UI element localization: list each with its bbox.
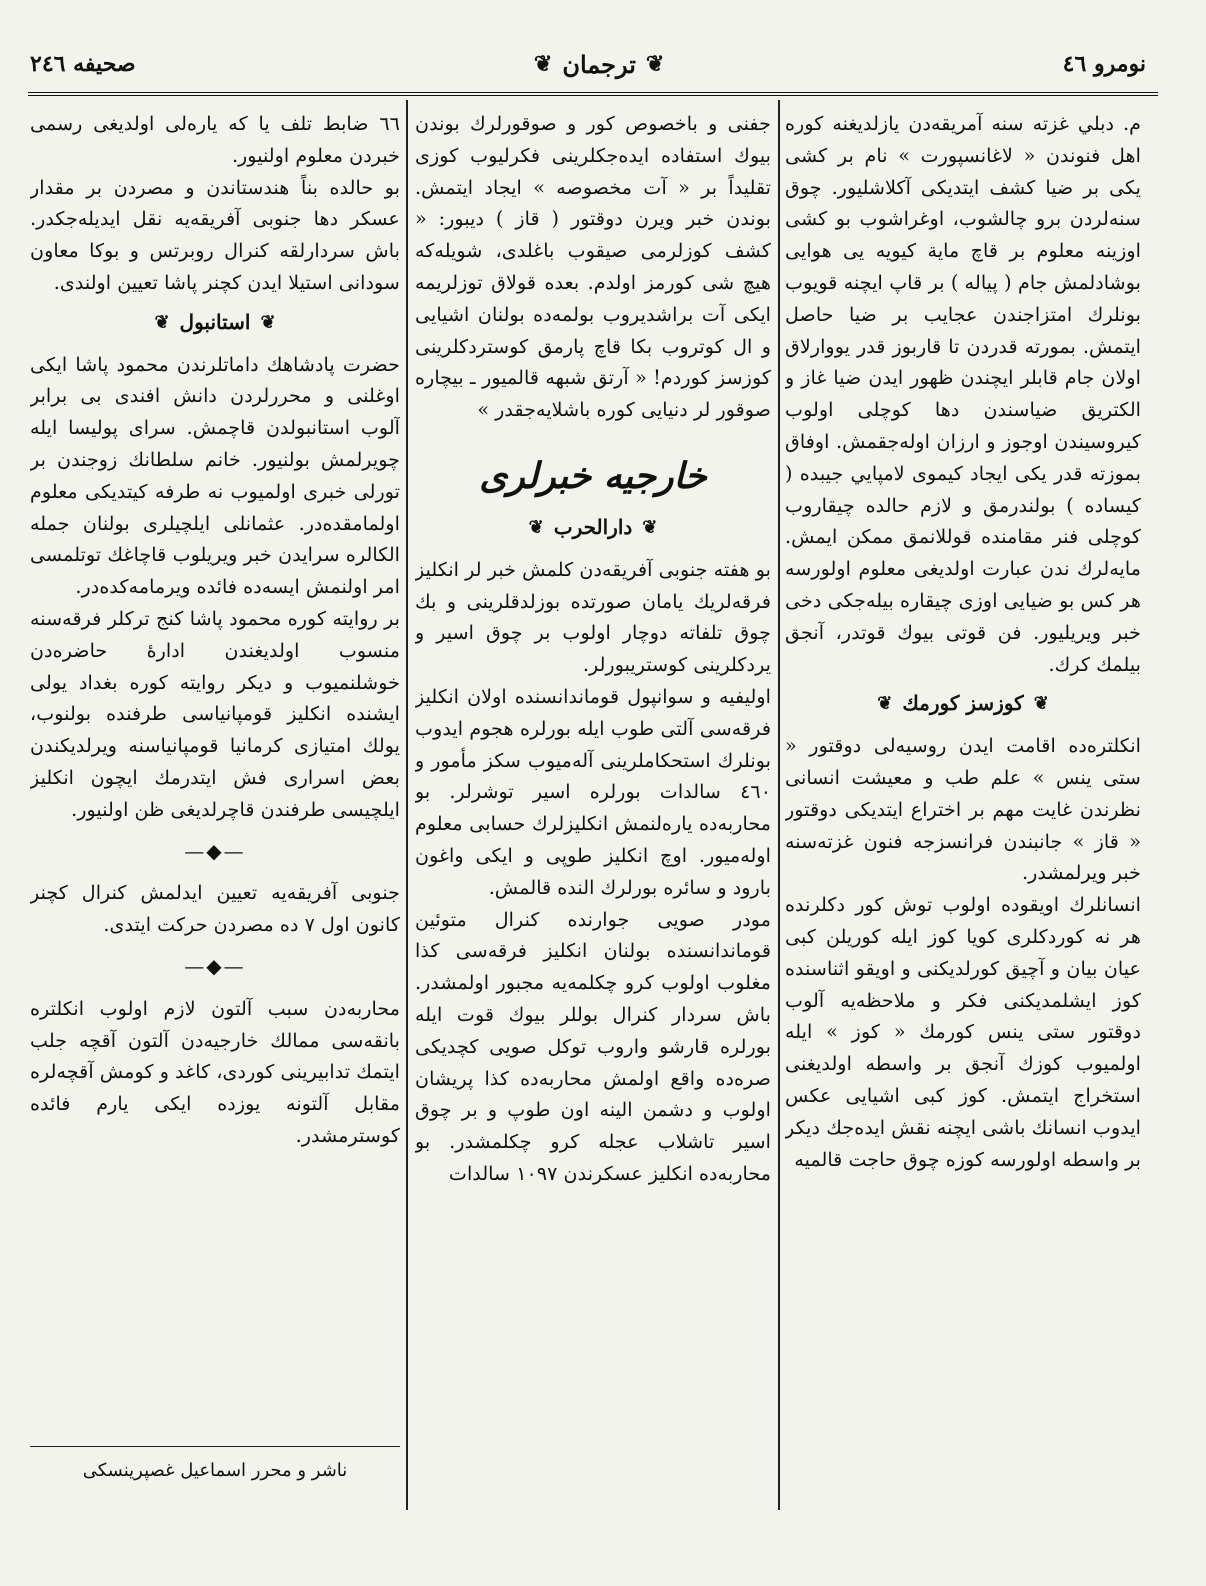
- section-heading: [415, 512, 771, 544]
- article-paragraph: جنوبى آفريقه‌يه تعيين ايدلمش كنرال كچنر كانون اول ٧ ده مصردن حركت ايتدى.: [30, 881, 400, 937]
- article-paragraph: م. دبلي غزته سنه آمريقه‌دن يازلديغنه كوره اهل فنوندن « لاغانسپورت » نام بر كشى يكى بر ضيا كشف ايتديكى آكلاشليور. چوق سنه‌لردن برو چالشوب، اوغراشوب بو كشى اوزينه معلوم بر قاچ ماية كيويه يى هوايى بوشادلمش جام ( پياله ) بر قاپ ايچنه قويوب بونلرك امتزاجندن عجايب بر ضيا حاصل ايتمش. بمورته قدردن تا قاربوز قدر يووارلاق اولان جام قابلر ايچندن ظهور ايدن ضيا غاز و الكتريق ضياسندن دها كوچلى اولوب كيروسيندن اوجوز و ارزان اوله‌جقمش. اوفاق بموزته قدر يكى ايجاد كيموى لامپايي جيبده ( كيساده ) بولندرمق و لازم حالده چيقاروب كوچلى فنر مقامنده قوللانمق ممكن ايمش. مايه‌لرك ندن عبارت اولديغى معلوم اولورسه هر كس بو ضيايى اوزى چيقاره بيله‌جكى دخى خبر ويريليور. فن قوتى بيوك قوتدر، آنجق بيلمك كرك.: [785, 112, 1141, 676]
- column-divider: [406, 100, 408, 1510]
- ornament-icon: ❦: [645, 51, 665, 77]
- ornament-icon: ❦: [260, 311, 276, 333]
- section-heading: [30, 307, 400, 339]
- newspaper-title: ترجمان: [562, 49, 636, 79]
- article-paragraph: جفنى و باخصوص كور و صوقورلرك بوندن بيوك استفاده ايده‌جكلرينى فكرليوب كوزى تقليداً بر « آت مخصوصه » ايجاد ايتمش. بوندن خبر ويرن دوقتور ( قاز ) ديبور: « كشف كوزلرمى صيقوب باغلدى، شويله‌كه هيچ شى كورمز اولدم. بعده قولاق توزلريمه ايكى آت براشديروب بولمه‌ده بولنان اشيايى و ال كوتروب بكا قاچ پارمق كوستردكلرينى كوزسز كوردم! « آرتق شبهه قالميور ـ بيچاره صوقور لر دنيايى كوره باشلايه‌جقدر »: [415, 112, 771, 422]
- article-paragraph: بو هفته جنوبى آفريقه‌دن كلمش خبر لر انكليز فرقه‌لريك يامان صورتده بوزلدقلرينى و بك چوق تلفاته دوچار اولوب بر چوق اسير و يردكلرينى كوستريبورلر.: [415, 557, 771, 677]
- article-paragraph: ٦٦ ضابط تلف يا كه ياره‌لى اولديغى رسمى خبردن معلوم اولنيور.: [30, 112, 400, 167]
- article-paragraph: مودر صويى جوارنده كنرال متوئين قوماندانسنده بولنان انكليز فرقه‌سى كذا مغلوب اولوب كرو چكلمه‌يه مجبور اولمشدر. باش سردار كنرال بوللر بيوك قوت ايله بورلره قارشو واروب توكل صويى كچديكى صره‌ده واقع اولمش محاربه‌ده كذا پريشان اولوب و دشمن الينه اون طوپ و بر چوق اسير تاشلاب عجله كرو چكلمشدر. بو محاربه‌ده انكليز عسكرندن ١٠٩٧ سالدات: [415, 907, 771, 1185]
- article-paragraph: انسانلرك اويقوده اولوب توش كور دكلرنده هر نه كوردكلرى كويا كوز ايله كوريلن كبى عيان بيان و آچيق كورلديكنى و اويقو اثناسنده كوز ايشلمديكنى فكر و ملاحظه‌يه آلوب دوقتور ستى ينس كورمك « كوز » ايله اولميوب كوزك آنجق بر واسطه اولديغنى استخراج ايتمش. كوز كبى اشيايى عكس ايدوب انسانك باشى ايچنه نقش ايده‌جك ديكر بر واسطه اولورسه كوزه چوق حاجت قالميه: [785, 893, 1141, 1171]
- ornament-icon: ❦: [877, 693, 893, 715]
- ornament-icon: ❦: [154, 311, 170, 333]
- left-column: [30, 108, 400, 1548]
- publisher-footer: [30, 1446, 400, 1487]
- ornament-icon: ❦: [642, 516, 658, 538]
- right-column: [785, 108, 1141, 1548]
- ornament-icon: ❦: [528, 516, 544, 538]
- section-title: دارالحرب: [553, 514, 633, 539]
- section-heading: [785, 688, 1141, 720]
- issue-label: نومرو ٤٦: [1062, 51, 1146, 77]
- publisher-line: ناشر و محرر اسماعيل غصپرينسكى: [82, 1460, 348, 1481]
- section-title: كوزسز كورمك: [902, 691, 1024, 716]
- separator: —◆—: [184, 953, 246, 978]
- article-paragraph: اوليفيه و سوانپول قوماندانسنده اولان انكليز فرقه‌سى آلتى طوب ايله بورلره هجوم ايدوب بونلرك استحكاملرينى آله‌ميوب سكز مأمور و ٤٦٠ سالدات بورلره اسير توشرلر. بو محاربه‌ده يارەلنمش انكليزلرك حسابى معلوم اوله‌ميور. اوچ انكليز طوپى و ايكى واغون بارود و سائره بورلرك النده قالمش.: [415, 684, 771, 899]
- masthead-title-group: [534, 50, 664, 79]
- middle-column: [415, 108, 771, 1548]
- article-paragraph: بر روايته كوره محمود پاشا كنج تركلر فرقه‌سنه منسوب اولديغندن ادارۀ حاضره‌دن خوشلنميوب و ديكر روايته كوره بغداد يولى ايشنده انكليز قومپانياسى طرفنده بولنوب، يولك امتيازى كرمانيا قومپانياسنه ويرلديكندن بعض اسرارى فش ايتدرمك ايچون انكليز ايلچيسى طرفندن قاچرلديغى ظن اولنيور.: [30, 606, 400, 821]
- ornament-icon: ❦: [533, 51, 553, 77]
- column-divider: [778, 100, 780, 1510]
- masthead: [30, 40, 1146, 88]
- page-label: صحيفه ٢٤٦: [30, 51, 136, 77]
- foreign-news-heading: خارجيه خبرلرى: [479, 454, 707, 497]
- ornament-icon: ❦: [1033, 693, 1049, 715]
- article-paragraph: انكلتره‌ده اقامت ايدن روسيه‌لى دوقتور « ستى ينس » علم طب و معيشت انسانى نظرندن غايت مهم بر اختراع ايتديكى دوقتور « قاز » جانبندن فرانسزجه فنون غزته‌سنه خبر ويرلمشدر.: [785, 734, 1141, 885]
- article-paragraph: حضرت پادشاهك داماتلرندن محمود پاشا ايكى اوغلنى و محررلردن دانش افندى بى برابر آلوب استانبولدن قاچمش. سراى پوليسا ايله چويرلمش بولنيور. خانم سلطانك زوجندن بر تورلى خبرى اولميوب نه طرفه كيتديكى معلوم اولمامقده‌در. عثمانلى ايلچيلرى بولنان جمله الكالره سرايدن خبر ويريلوب قاچاغك توتلمسى امر اولنمش ايسه‌ده فائده ويرمامه‌كده‌در.: [30, 352, 400, 599]
- top-double-rule: [28, 92, 1158, 96]
- article-paragraph: بو حالده بناً هندستاندن و مصردن بر مقدار عسكر دها جنوبى آفريقه‌يه نقل ايديله‌جكدر. باش سردارلقه كنرال روبرتس و بوكا معاون سودانى استيلا ايدن كچنر پاشا تعيين اولندى.: [30, 175, 400, 294]
- separator: —◆—: [184, 838, 246, 863]
- section-title: استانبول: [179, 309, 251, 334]
- article-paragraph: محاربه‌دن سبب آلتون لازم اولوب انكلتره بانقه‌سى ممالك خارجيه‌دن آلتون آقچه جلب ايتمك تدابيرينى كوردى، كاغد و كومش آقچه‌لره مقابل آلتونه يوزده ايكى يارم فائده كوسترمشدر.: [30, 996, 400, 1147]
